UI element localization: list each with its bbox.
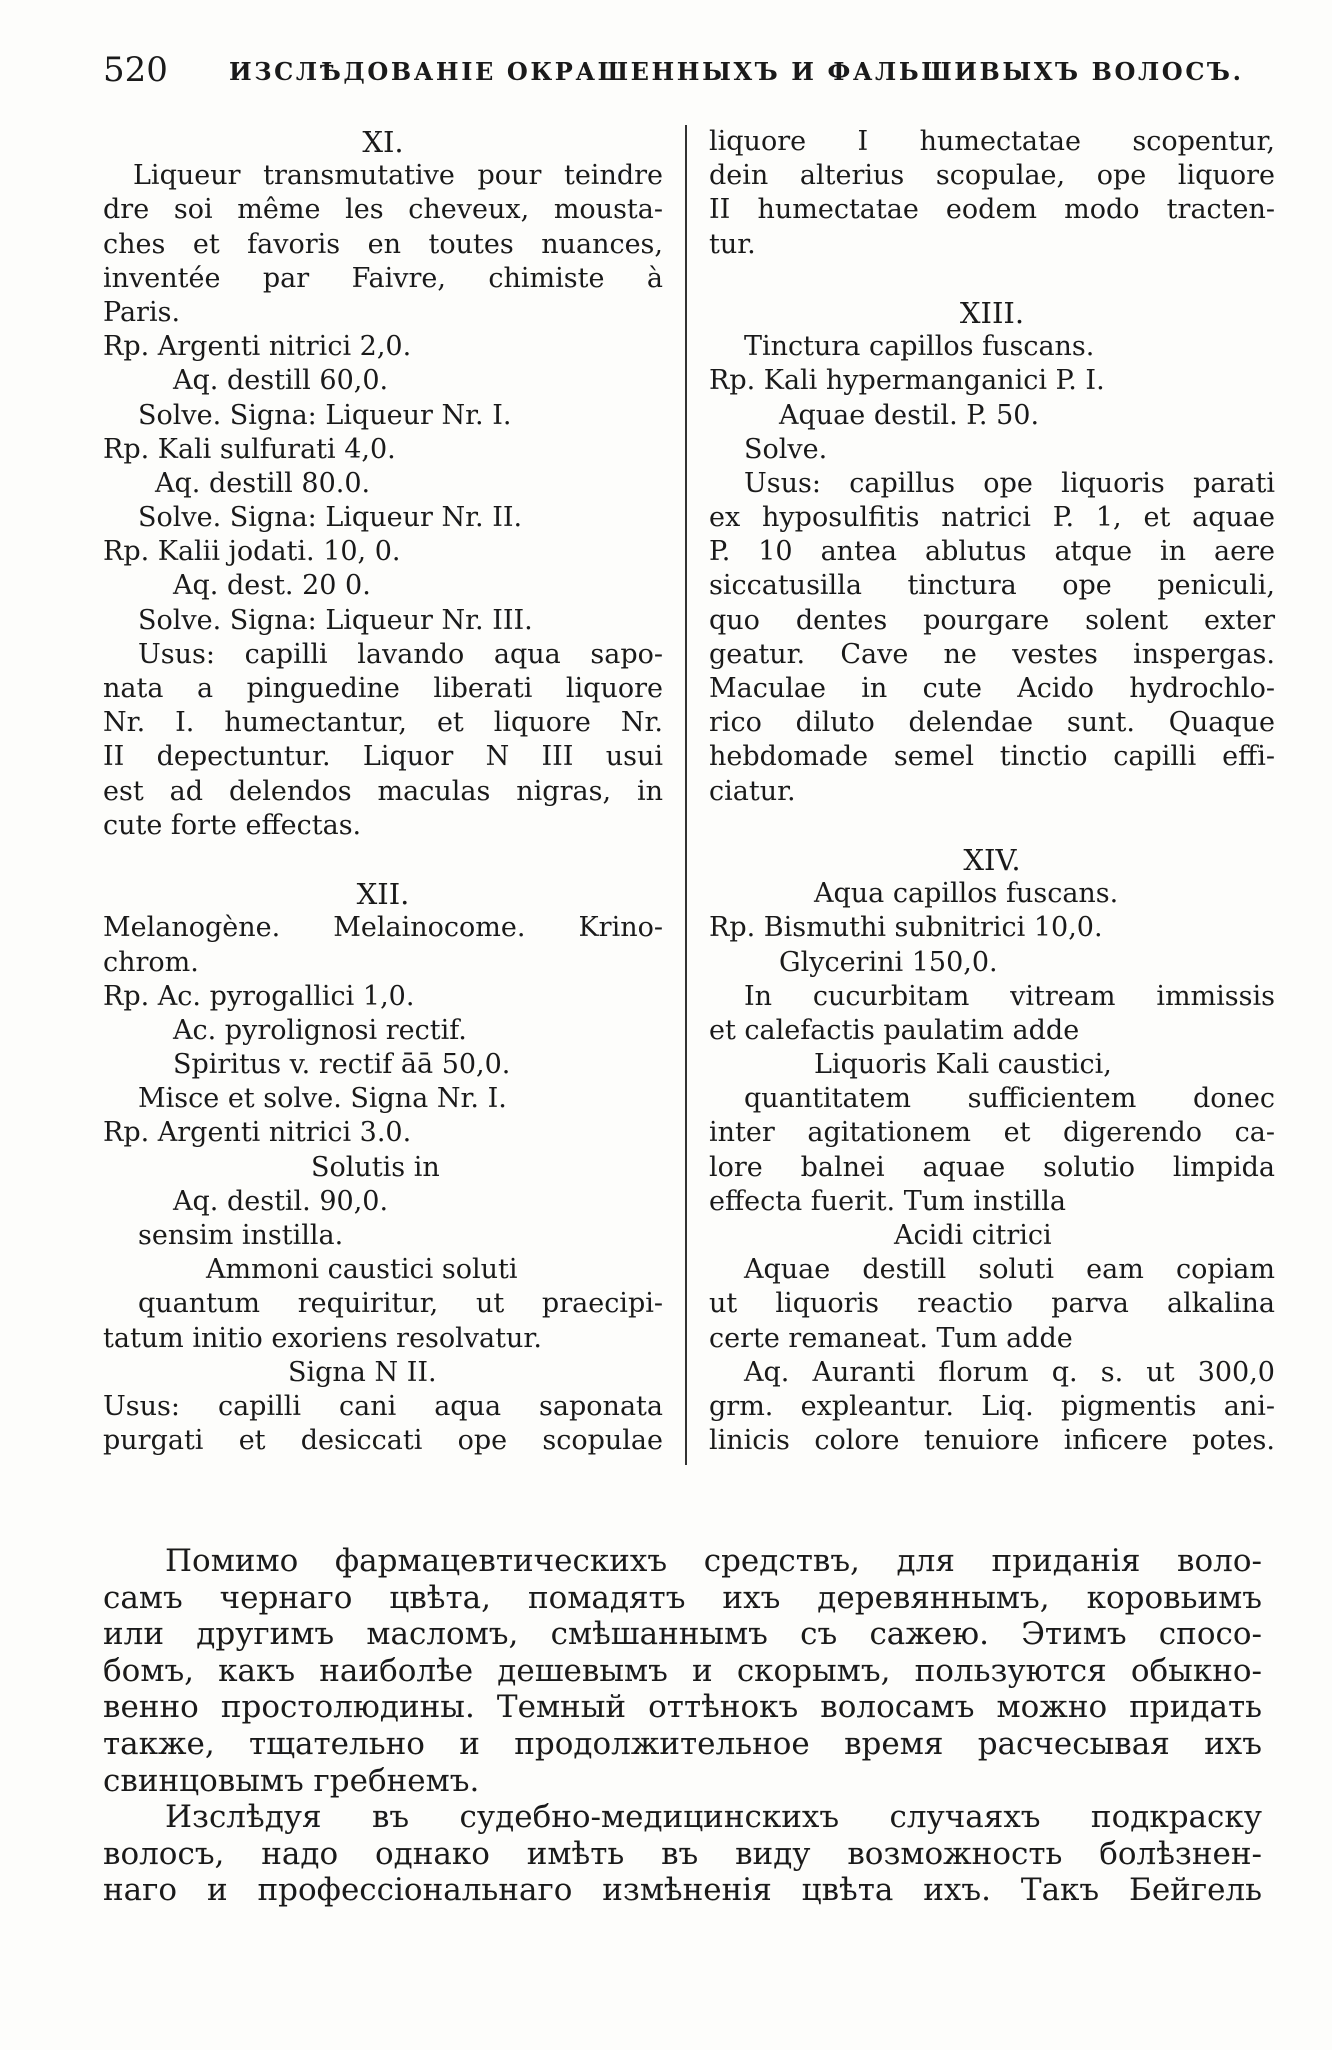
paragraph-line: Помимо фармацевтическихъ средствъ, для приданія воло-: [165, 1543, 1262, 1579]
paragraph-line: венно простолюдины. Темный оттѣнокъ волосамъ можно придать: [103, 1689, 1262, 1726]
text-line: Solve. Signa: Liqueur Nr. III.: [138, 604, 533, 636]
text-line: In cucurbitam vitream immissis: [744, 980, 1275, 1012]
text-line: Liqueur transmutative pour teindre: [133, 160, 663, 192]
text-line: Paris.: [103, 296, 181, 328]
text-line: geatur. Cave ne vestes inspergas.: [709, 638, 1275, 670]
text-line: Rp. Bismuthi subnitrici 10,0.: [709, 912, 1103, 944]
text-line: II humectatae eodem modo tracten-: [709, 194, 1275, 226]
page-number: 520: [103, 50, 168, 90]
text-line: Rp. Kali hypermanganici P. I.: [709, 365, 1105, 397]
text-line: tatum initio exoriens resolvatur.: [103, 1322, 542, 1354]
text-line: cute forte effectas.: [103, 809, 362, 841]
text-line: Tinctura capillos fuscans.: [744, 331, 1095, 363]
text-line: et calefactis paulatim adde: [709, 1014, 1080, 1046]
text-line: chrom.: [103, 946, 199, 978]
text-line: rico diluto delendae sunt. Quaque: [709, 707, 1275, 739]
text-line: Misce et solve. Signa Nr. I.: [138, 1083, 507, 1115]
text-line: Aquae destil. P. 50.: [779, 399, 1040, 431]
paragraph-line: волосъ, надо однако имѣть въ виду возможность болѣзнен-: [103, 1835, 1262, 1872]
text-line: Aqua capillos fuscans.: [814, 878, 1119, 910]
running-title: ИЗСЛѢДОВАНІЕ ОКРАШЕННЫХЪ И ФАЛЬШИВЫХЪ ВОЛОСЪ.: [229, 57, 1244, 86]
text-line: Acidi citrici: [894, 1220, 1052, 1251]
text-line: Aq. dest. 20 0.: [173, 570, 371, 602]
text-line: linicis colore tenuiore inficere potes.: [709, 1425, 1275, 1457]
text-line: quantum requiritur, ut praecipi-: [138, 1288, 663, 1320]
paragraph-line: или другимъ масломъ, смѣшаннымъ съ сажею. Этимъ спосо-: [103, 1616, 1262, 1653]
section-number: XI.: [362, 125, 404, 159]
text-line: P. 10 antea ablutus atque in aere: [709, 536, 1275, 568]
text-line: Maculae in cute Acido hydrochlo-: [709, 673, 1275, 704]
text-line: grm. expleantur. Liq. pigmentis ani-: [709, 1390, 1275, 1422]
text-line: Melanogène. Melainocome. Krino-: [103, 912, 663, 944]
text-line: Rp. Argenti nitrici 3.0.: [103, 1117, 412, 1149]
text-line: ut liquoris reactio parva alkalina: [709, 1288, 1275, 1320]
text-line: Aquae destill soluti eam copiam: [744, 1254, 1275, 1286]
right-column: [709, 125, 1275, 1458]
text-line: Usus: capilli cani aqua saponata: [103, 1390, 663, 1422]
paragraph-line: самъ чернаго цвѣта, помадятъ ихъ деревяннымъ, коровьимъ: [103, 1579, 1262, 1616]
text-line: inventée par Faivre, chimiste à: [103, 262, 663, 294]
text-line: dre soi même les cheveux, mousta-: [103, 194, 663, 226]
paragraph-line: Изслѣдуя въ судебно-медицинскихъ случаяхъ подкраску: [165, 1799, 1262, 1836]
text-line: quo dentes pourgare solent exter: [709, 604, 1275, 636]
text-line: Rp. Kali sulfurati 4,0.: [103, 433, 396, 465]
text-line: Ammoni caustici soluti: [206, 1254, 518, 1286]
text-line: sensim instilla.: [138, 1220, 344, 1251]
paragraph-line: свинцовымъ гребнемъ.: [103, 1762, 480, 1799]
section-number: XII.: [356, 877, 410, 912]
text-line: ex hyposulfitis natrici P. 1, et aquae: [709, 502, 1275, 534]
text-line: II depectuntur. Liquor N III usui: [103, 741, 663, 773]
text-line: Rp. Argenti nitrici 2,0.: [103, 331, 412, 363]
text-line: Usus: capilli lavando aqua sapo-: [138, 638, 663, 670]
text-line: Ac. pyrolignosi rectif.: [173, 1014, 467, 1046]
text-line: Glycerini 150,0.: [779, 946, 998, 978]
text-line: quantitatem sufficientem donec: [744, 1083, 1275, 1115]
text-line: liquore I humectatae scopentur,: [709, 126, 1275, 157]
text-line: est ad delendos maculas nigras, in: [103, 775, 663, 807]
blank-line: [709, 809, 1275, 843]
text-line: Signa N II.: [288, 1356, 437, 1388]
blank-line: [709, 262, 1275, 296]
text-line: Aq. destill 60,0.: [173, 365, 389, 397]
text-line: lore balnei aquae solutio limpida: [709, 1151, 1275, 1183]
text-line: dein alterius scopulae, ope liquore: [709, 160, 1275, 192]
paragraph-line: также, тщательно и продолжительное время расчесывая ихъ: [103, 1725, 1262, 1762]
running-head: [103, 48, 1263, 92]
text-line: Solutis in: [311, 1151, 440, 1183]
text-line: ciatur.: [709, 775, 796, 807]
text-line: Aq. destil. 90,0.: [173, 1185, 389, 1217]
text-line: Solve. Signa: Liqueur Nr. I.: [138, 399, 512, 431]
text-line: nata a pinguedine liberati liquore: [103, 673, 663, 704]
text-line: tur.: [709, 228, 756, 260]
paragraph-line: наго и профессіональнаго измѣненія цвѣта ихъ. Такъ Бейгель: [103, 1872, 1262, 1909]
text-line: Rp. Kalii jodati. 10, 0.: [103, 536, 401, 568]
text-line: purgati et desiccati ope scopulae: [103, 1425, 663, 1457]
text-line: siccatusilla tinctura ope peniculi,: [709, 570, 1275, 602]
text-line: certe remaneat. Tum adde: [709, 1322, 1073, 1354]
text-line: Usus: capillus ope liquoris parati: [744, 467, 1275, 499]
text-line: Solve. Signa: Liqueur Nr. II.: [138, 502, 523, 534]
column-divider: [685, 125, 687, 1465]
blank-line: [103, 843, 663, 877]
text-line: Rp. Ac. pyrogallici 1,0.: [103, 980, 415, 1012]
text-line: Liquoris Kali caustici,: [814, 1049, 1112, 1081]
text-line: Aq. destill 80.0.: [155, 467, 371, 499]
section-number: XIII.: [959, 295, 1025, 330]
left-column: [103, 125, 663, 1458]
paragraph-line: бомъ, какъ наиболѣе дешевымъ и скорымъ, пользуются обыкно-: [103, 1652, 1262, 1689]
text-line: inter agitationem et digerendo ca-: [709, 1117, 1275, 1149]
text-line: Nr. I. humectantur, et liquore Nr.: [103, 707, 663, 739]
text-line: hebdomade semel tinctio capilli effi-: [709, 741, 1275, 773]
text-line: effecta fuerit. Tum instilla: [709, 1185, 1067, 1217]
text-line: Spiritus v. rectif āā 50,0.: [173, 1049, 511, 1081]
text-line: Aq. Auranti florum q. s. ut 300,0: [744, 1356, 1275, 1388]
body-text: [103, 1543, 1262, 1909]
text-line: ches et favoris en toutes nuances,: [103, 228, 663, 260]
text-line: Solve.: [744, 433, 828, 465]
section-number: XIV.: [963, 842, 1021, 877]
